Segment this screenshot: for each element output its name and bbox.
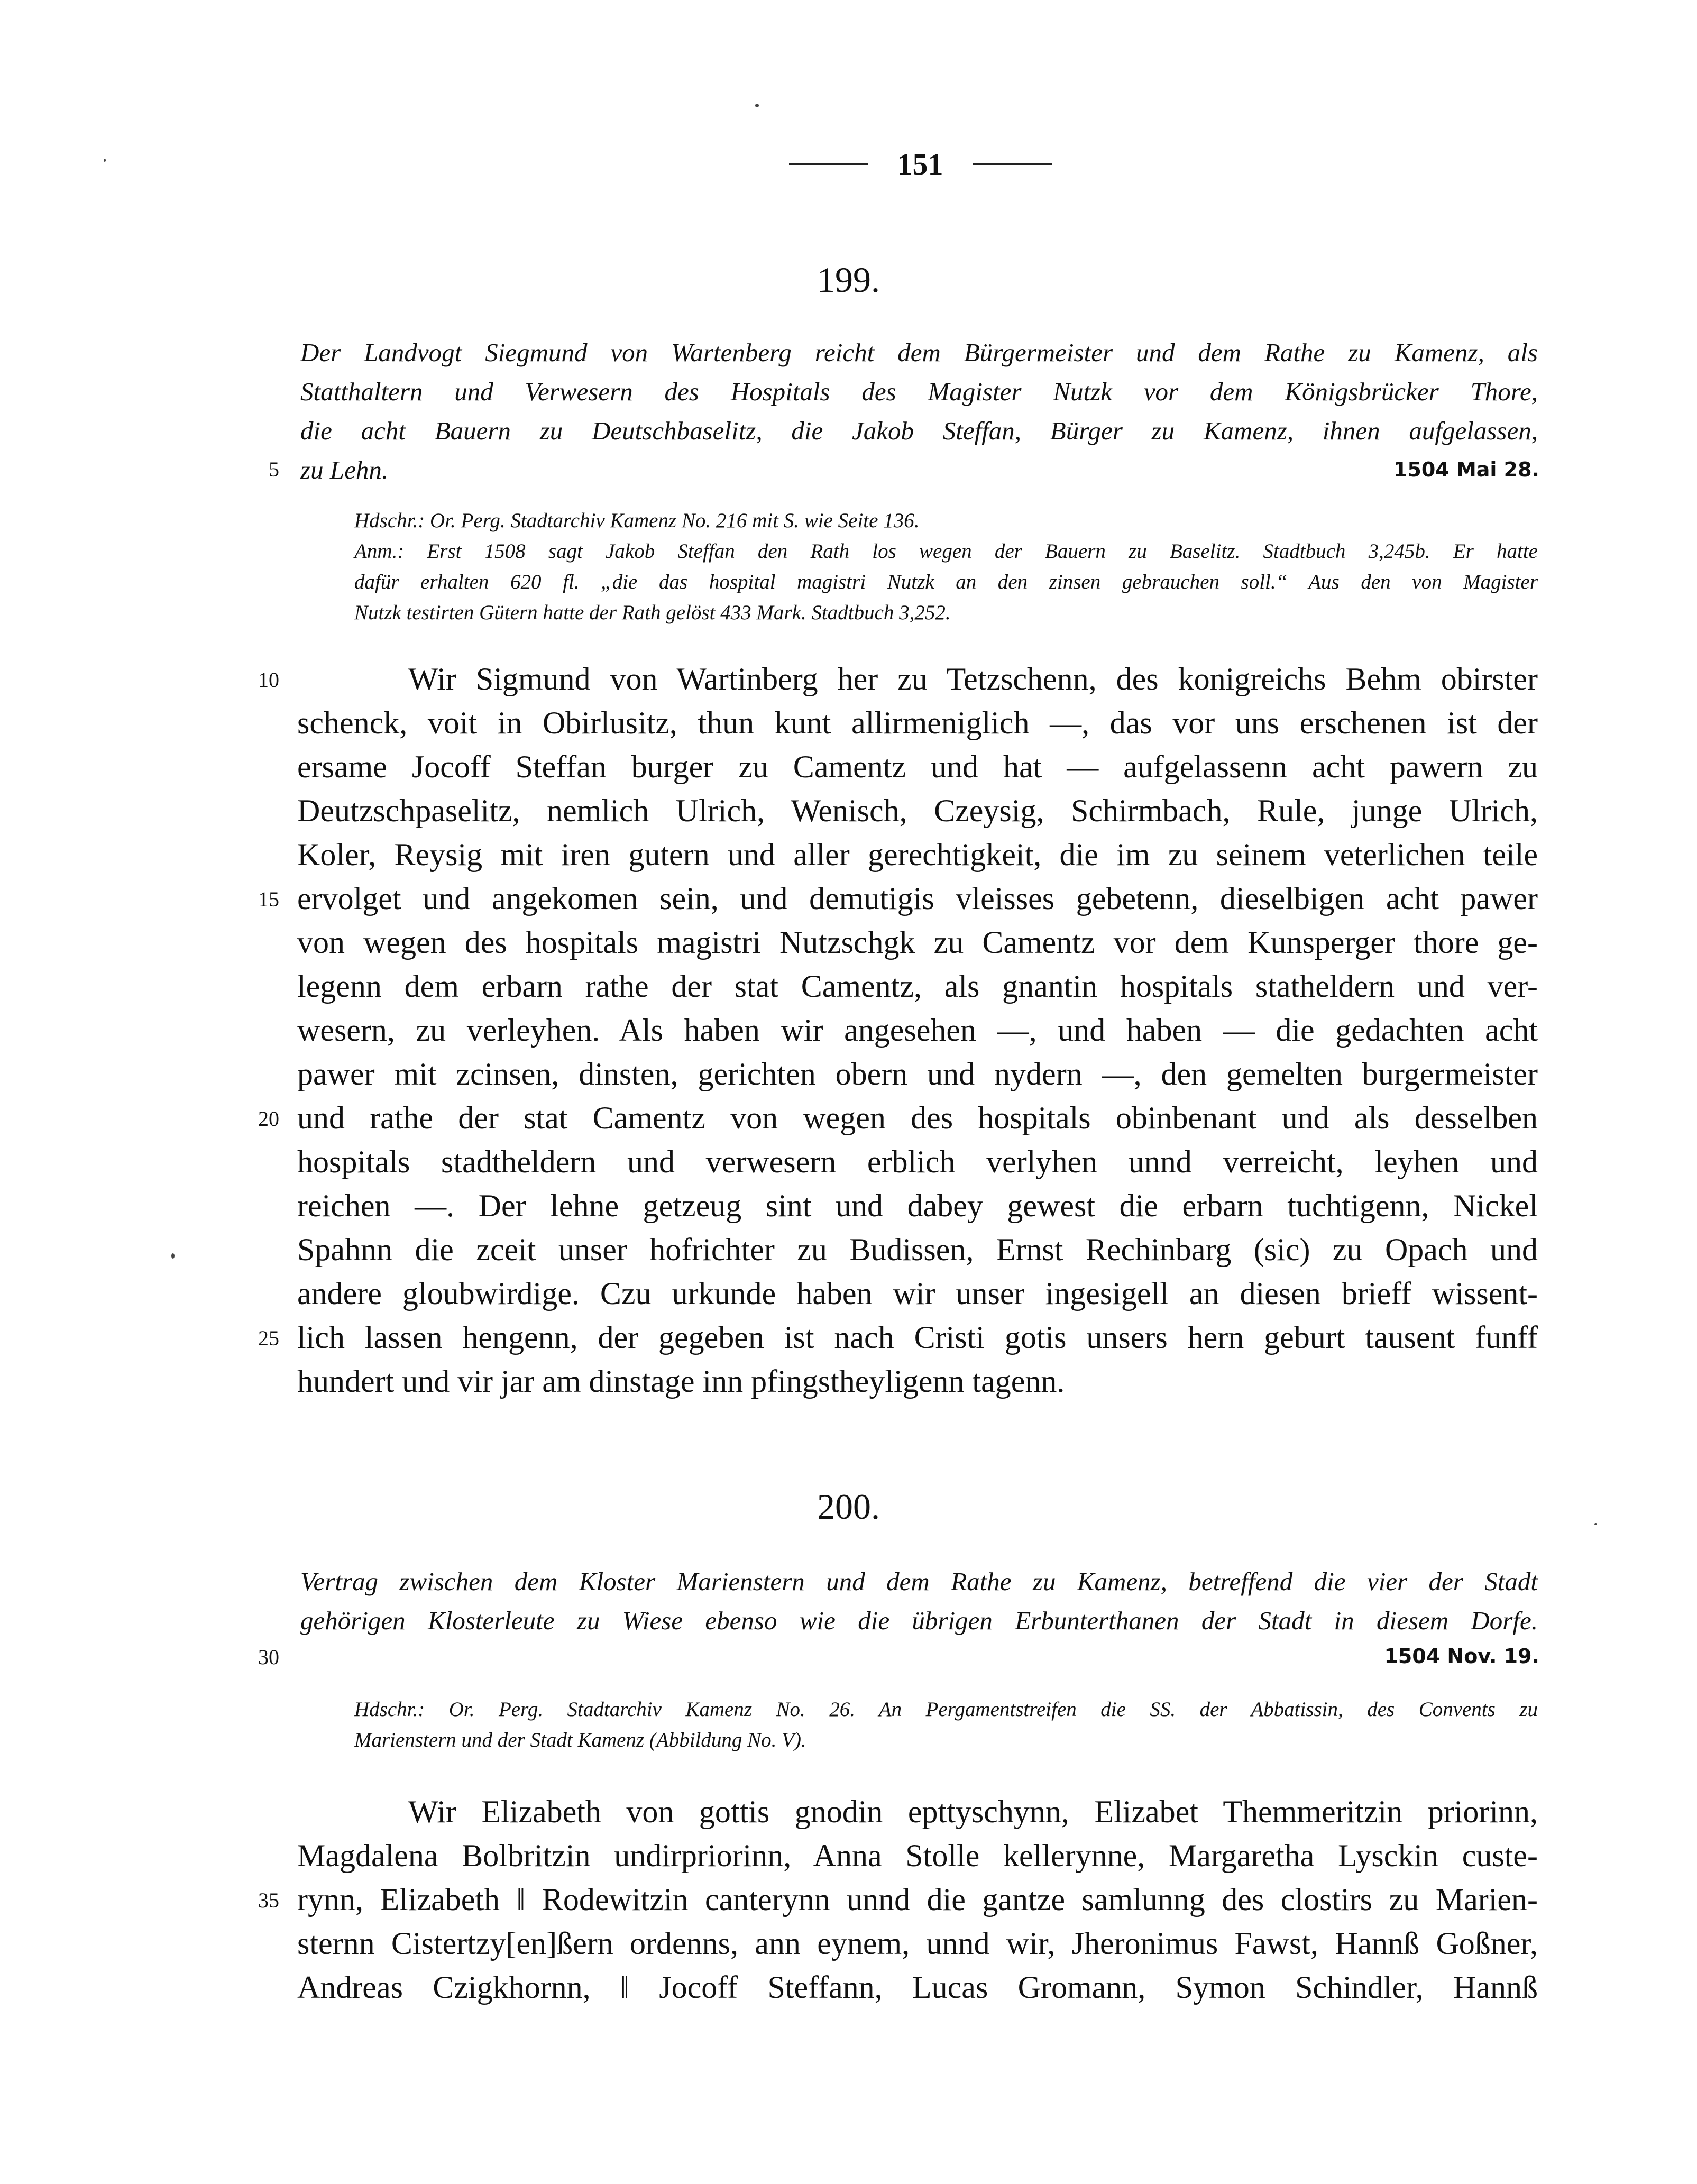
scan-speck bbox=[171, 1253, 175, 1259]
doc199-note-line-2: Anm.: Erst 1508 sagt Jakob Steffan den Rath los wegen der Bauern zu Baselitz. Stadtbuch 3,245b. Er hatte bbox=[354, 540, 1538, 563]
doc199-body-line-6: ervolget und angekomen sein, und demutigis vleisses gebetenn, dieselbigen acht pawer bbox=[297, 881, 1538, 916]
doc199-body-line-11: und rathe der stat Camentz von wegen des hospitals obinbenant und als desselben bbox=[297, 1100, 1538, 1135]
doc199-body-line-15: andere gloubwirdige. Czu urkunde haben wir unser ingesigell an diesen brieff wissent- bbox=[297, 1276, 1538, 1311]
document-number-200: 200. bbox=[817, 1486, 880, 1527]
doc199-body-line-7: von wegen des hospitals magistri Nutzschgk zu Camentz vor dem Kunsperger thore ge- bbox=[297, 925, 1538, 960]
line-number-20: 20 bbox=[258, 1107, 279, 1131]
document-number-199: 199. bbox=[817, 260, 880, 300]
doc199-body-line-10: pawer mit zcinsen, dinsten, gerichten obern und nydern —, den gemelten burgermeister bbox=[297, 1057, 1538, 1091]
doc200-summary-line-2: gehörigen Klosterleute zu Wiese ebenso wie die übrigen Erbunterthanen der Stadt in diesem Dorfe. bbox=[300, 1606, 1538, 1635]
scan-speck bbox=[104, 159, 106, 162]
doc199-body-line-5: Koler, Reysig mit iren gutern und aller gerechtigkeit, die im zu seinem veterlichen teile bbox=[297, 837, 1538, 872]
doc199-note-line-4: Nutzk testirten Gütern hatte der Rath gelöst 433 Mark. Stadtbuch 3,252. bbox=[354, 601, 951, 624]
doc200-body-line-5: Andreas Czigkhornn, ‖ Jocoff Steffann, Lucas Gromann, Symon Schindler, Hannß bbox=[297, 1970, 1538, 2005]
header-rule-left bbox=[789, 163, 868, 165]
doc200-note-line-1: Hdschr.: Or. Perg. Stadtarchiv Kamenz No. 26. An Pergamentstreifen die SS. der Abbatissin, des Convents zu bbox=[354, 1698, 1538, 1721]
doc199-note-line-3: dafür erhalten 620 fl. „die das hospital magistri Nutzk an den zinsen gebrauchen soll.“ Aus den von Magister bbox=[354, 571, 1538, 593]
doc199-body-line-16: lich lassen hengenn, der gegeben ist nach Cristi gotis unsers hern geburt tausent funff bbox=[297, 1320, 1538, 1355]
header-rule-right bbox=[973, 163, 1052, 165]
line-number-25: 25 bbox=[258, 1326, 279, 1350]
doc199-body-line-9: wesern, zu verleyhen. Als haben wir angesehen —, und haben — die gedachten acht bbox=[297, 1013, 1538, 1048]
line-number-5: 5 bbox=[269, 457, 279, 481]
doc199-body-line-1: Wir Sigmund von Wartinberg her zu Tetzschenn, des konigreichs Behm obirster bbox=[408, 662, 1538, 696]
doc199-body-line-17: hundert und vir jar am dinstage inn pfingstheyligenn tagenn. bbox=[297, 1364, 1065, 1399]
page-header bbox=[767, 143, 1074, 185]
doc200-body-line-3: rynn, Elizabeth ‖ Rodewitzin canterynn unnd die gantze samlunng des clostirs zu Marien- bbox=[297, 1882, 1538, 1917]
doc200-date: 1504 Nov. 19. bbox=[1384, 1645, 1539, 1668]
line-number-30: 30 bbox=[258, 1645, 279, 1669]
doc199-summary-line-1: Der Landvogt Siegmund von Wartenberg reicht dem Bürgermeister und dem Rathe zu Kamenz, als bbox=[300, 338, 1538, 367]
doc199-note-line-1: Hdschr.: Or. Perg. Stadtarchiv Kamenz No. 216 mit S. wie Seite 136. bbox=[354, 509, 920, 532]
doc199-body-line-8: legenn dem erbarn rathe der stat Camentz, als gnantin hospitals statheldern und ver- bbox=[297, 969, 1538, 1004]
line-number-35: 35 bbox=[258, 1888, 279, 1912]
doc199-body-line-2: schenck, voit in Obirlusitz, thun kunt allirmeniglich —, das vor uns erschenen ist der bbox=[297, 705, 1538, 740]
doc199-body-line-14: Spahnn die zceit unser hofrichter zu Budissen, Ernst Rechinbarg (sic) zu Opach und bbox=[297, 1232, 1538, 1267]
doc199-body-line-13: reichen —. Der lehne getzeug sint und dabey gewest die erbarn tuchtigenn, Nickel bbox=[297, 1188, 1538, 1223]
doc200-note-line-2: Marienstern und der Stadt Kamenz (Abbildung No. V). bbox=[354, 1729, 806, 1751]
doc199-date: 1504 Mai 28. bbox=[1393, 458, 1539, 481]
doc200-body-line-1: Wir Elizabeth von gottis gnodin epttyschynn, Elizabet Themmeritzin priorinn, bbox=[408, 1794, 1538, 1829]
line-number-10: 10 bbox=[258, 668, 279, 692]
doc199-summary-line-2: Statthaltern und Verwesern des Hospitals des Magister Nutzk vor dem Königsbrücker Thore, bbox=[300, 377, 1538, 406]
doc199-summary-line-4: zu Lehn. bbox=[300, 455, 389, 484]
page-number: 151 bbox=[897, 146, 943, 181]
doc200-summary-line-1: Vertrag zwischen dem Kloster Marienstern und dem Rathe zu Kamenz, betreffend die vier der Stadt bbox=[300, 1567, 1538, 1596]
scan-speck bbox=[755, 104, 759, 107]
doc199-summary-line-3: die acht Bauern zu Deutschbaselitz, die Jakob Steffan, Bürger zu Kamenz, ihnen aufgelassen, bbox=[300, 416, 1538, 445]
doc199-body-line-4: Deutzschpaselitz, nemlich Ulrich, Wenisch, Czeysig, Schirmbach, Rule, junge Ulrich, bbox=[297, 793, 1538, 828]
doc199-body-line-3: ersame Jocoff Steffan burger zu Camentz und hat — aufgelassenn acht pawern zu bbox=[297, 749, 1538, 784]
doc200-body-line-2: Magdalena Bolbritzin undirpriorinn, Anna Stolle kellerynne, Margaretha Lysckin custe- bbox=[297, 1838, 1538, 1873]
doc199-body-line-12: hospitals stadtheldern und verwesern erblich verlyhen unnd verreicht, leyhen und bbox=[297, 1144, 1538, 1179]
doc200-body-line-4: sternn Cistertzy[en]ßern ordenns, ann eynem, unnd wir, Jheronimus Fawst, Hannß Goßner, bbox=[297, 1926, 1538, 1961]
line-number-15: 15 bbox=[258, 887, 279, 911]
scan-speck bbox=[1594, 1523, 1597, 1525]
